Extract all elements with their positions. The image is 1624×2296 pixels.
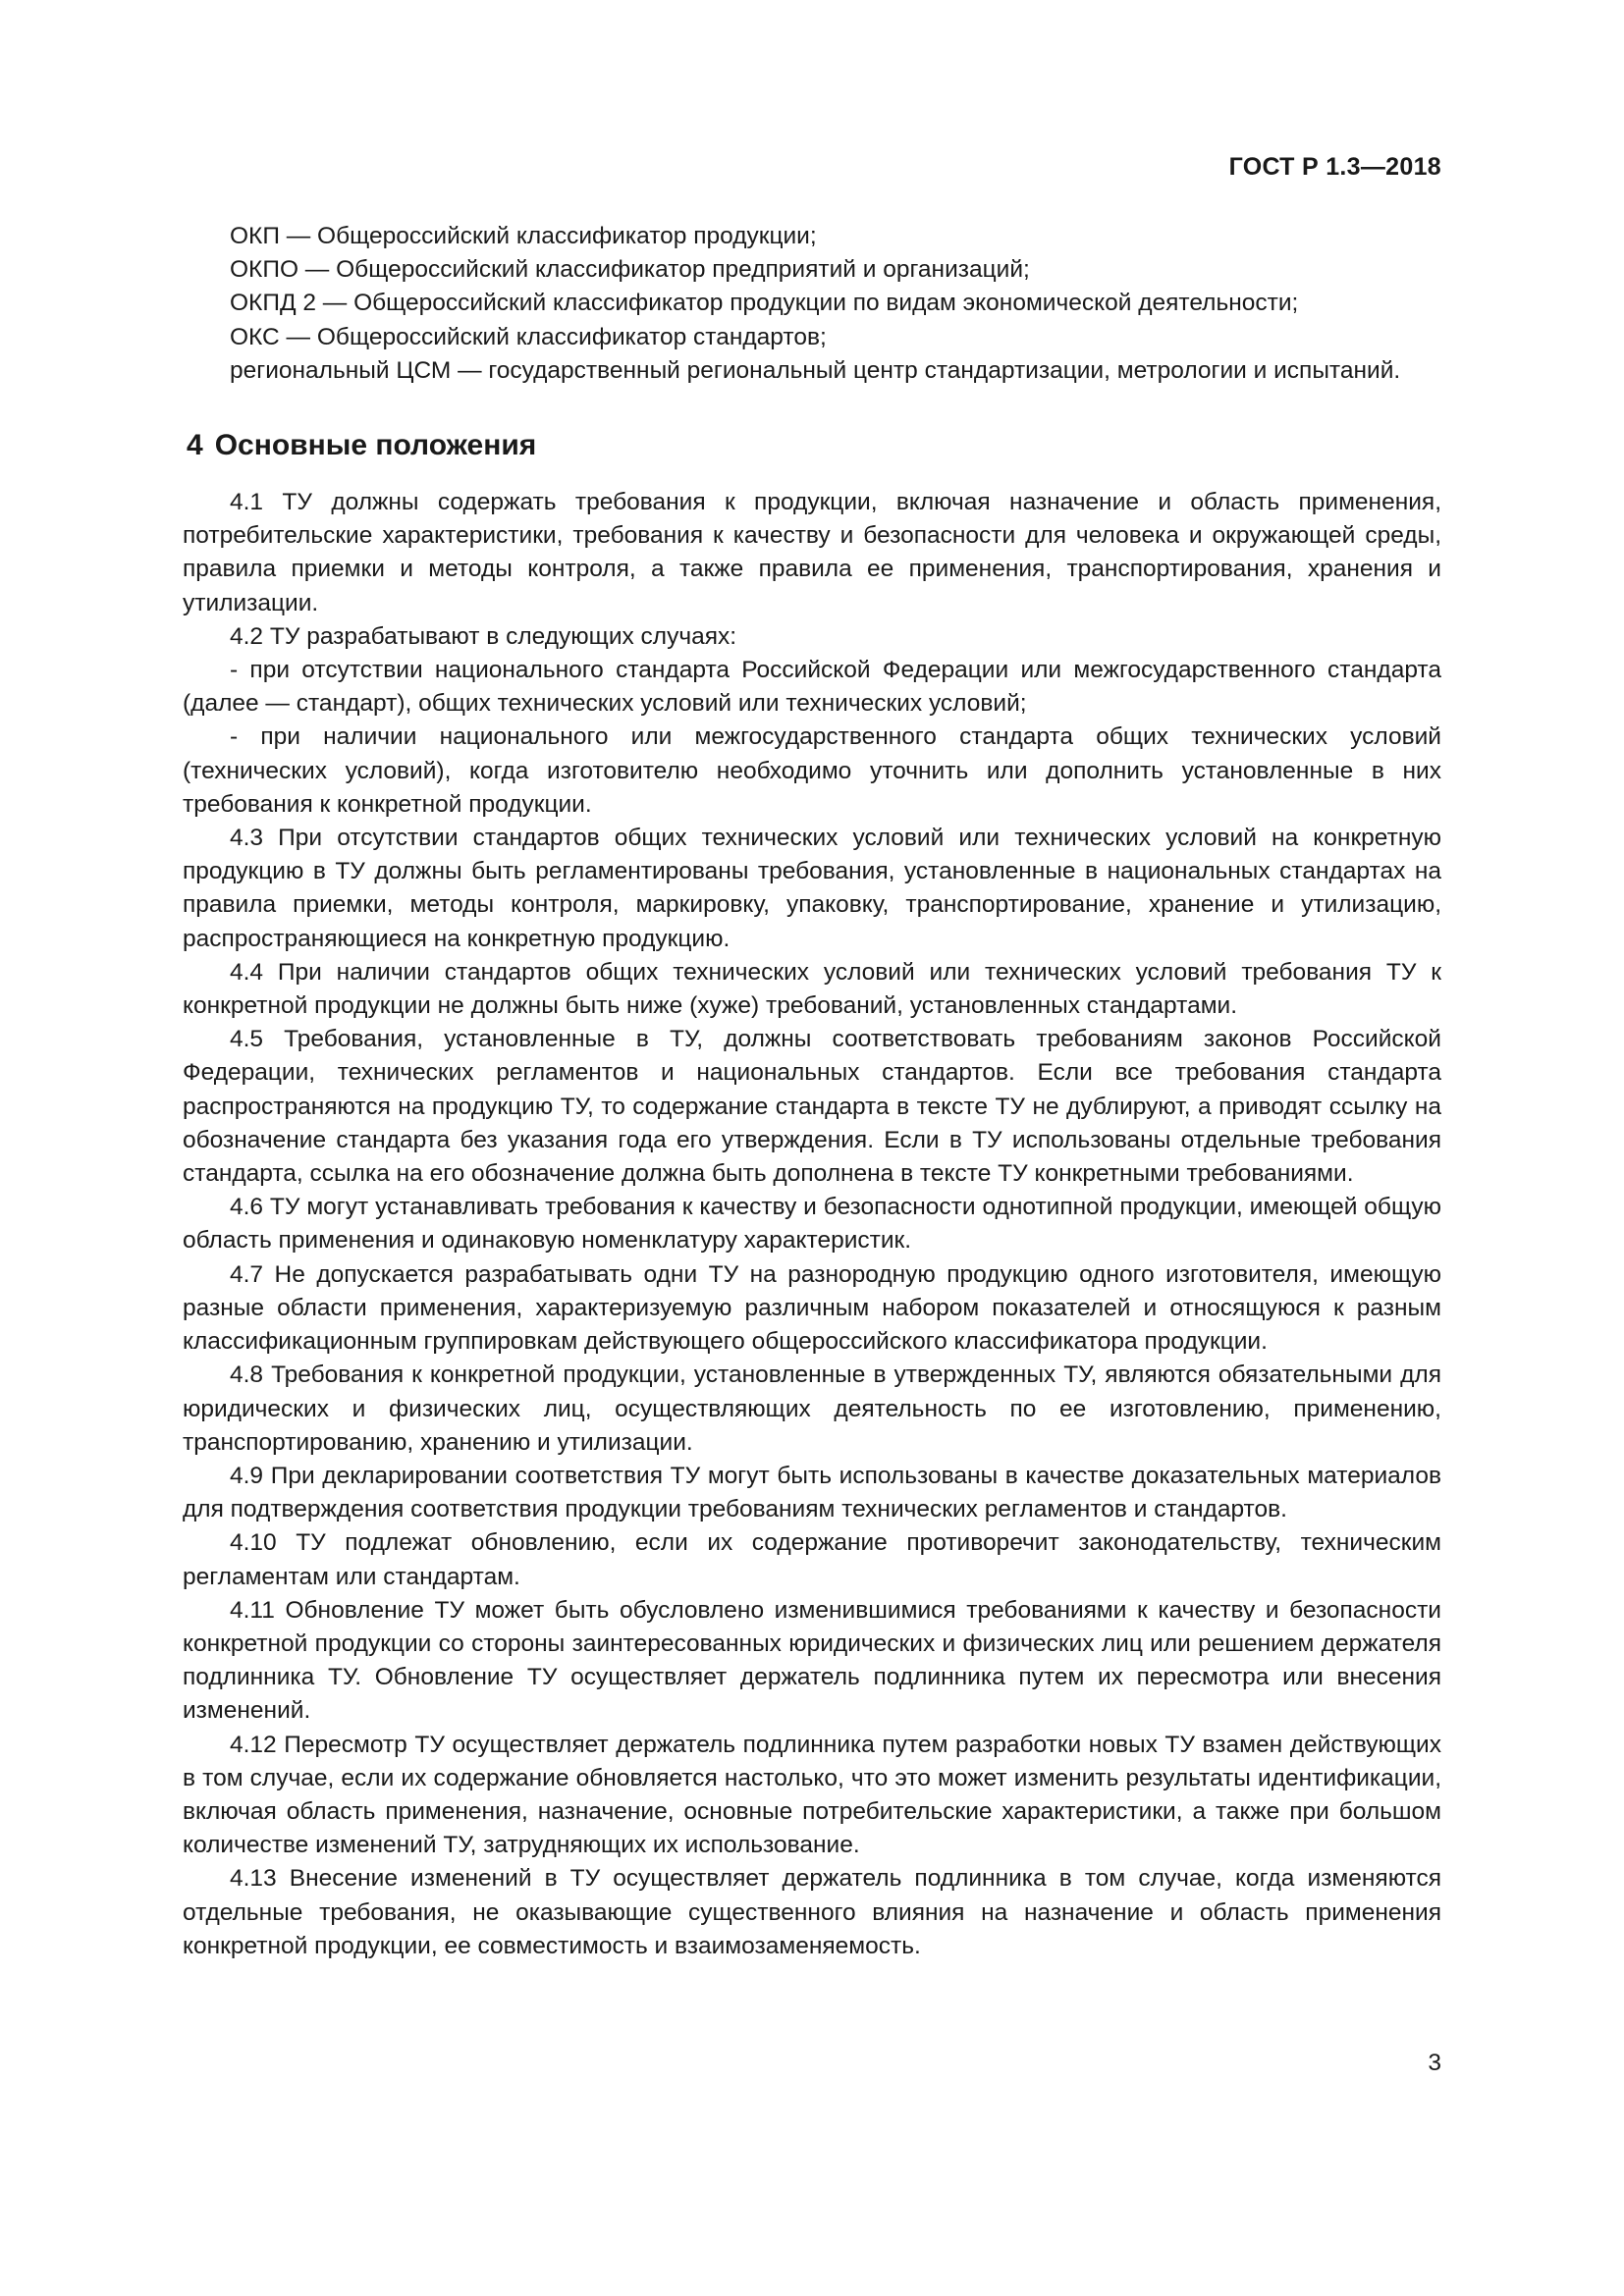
section-number: 4 — [187, 429, 203, 462]
abbreviation-item: ОКС — Общероссийский классификатор стандартов; — [230, 323, 827, 350]
paragraph-4-10: 4.10 ТУ подлежат обновлению, если их содержание противоречит законодательству, техническим регламентам или стандартам. — [183, 1529, 1441, 1590]
paragraph-4-13: 4.13 Внесение изменений в ТУ осуществляет держатель подлинника в том случае, когда изменяются отдельные требования, не оказывающие существенного влияния на назначение и область применения конкретной продукции, ее совместимость и взаимозаменяемость. — [183, 1865, 1441, 1959]
abbreviation-item: ОКПД 2 — Общероссийский классификатор продукции по видам экономической деятельности; — [230, 290, 1299, 317]
document-code-header: ГОСТ Р 1.3—2018 — [1228, 153, 1441, 181]
list-item-no-standard: - при отсутствии национального стандарта Российской Федерации или межгосударственного стандарта (далее — стандарт), общих технических условий или технических условий; — [183, 657, 1441, 718]
abbreviation-item: ОКПО — Общероссийский классификатор предприятий и организаций; — [230, 256, 1030, 284]
paragraph-4-4: 4.4 При наличии стандартов общих технических условий или технических условий требования ТУ к конкретной продукции не должны быть ниже (хуже) требований, установленных стандартами. — [183, 958, 1441, 1020]
page-number: 3 — [1428, 2050, 1441, 2076]
paragraph-4-7: 4.7 Не допускается разрабатывать одни ТУ на разнородную продукцию одного изготовителя, имеющую разные области применения, характеризуемую различным набором показателей и относящуюся к разным классификационным группировкам действующего общероссийского классификатора продукции. — [183, 1260, 1441, 1356]
list-item-with-standard: - при наличии национального или межгосударственного стандарта общих технических условий (технических условий), когда изготовителю необходимо уточнить или дополнить установленные в них требования к конкретной продукции. — [183, 723, 1441, 818]
paragraph-4-6: 4.6 ТУ могут устанавливать требования к качеству и безопасности однотипной продукции, имеющей общую область применения и одинаковую номенклатуру характеристик. — [183, 1194, 1441, 1255]
abbreviation-item: региональный ЦСМ — государственный региональный центр стандартизации, метрологии и испытаний. — [230, 356, 1401, 384]
paragraph-4-2: 4.2 ТУ разрабатывают в следующих случаях: — [230, 622, 737, 650]
document-body — [183, 220, 1441, 1963]
abbreviation-item: ОКП — Общероссийский классификатор продукции; — [230, 223, 817, 249]
section-title: Основные положения — [214, 429, 537, 462]
abbreviation-list — [183, 220, 1441, 388]
section-paragraphs — [183, 486, 1441, 1963]
section-heading — [183, 426, 1441, 465]
paragraph-4-3: 4.3 При отсутствии стандартов общих технических условий или технических условий на конкретную продукцию в ТУ должны быть регламентированы требования, установленные в национальных стандартах на правила приемки, методы контроля, маркировку, упаковку, транспортирование, хранение и утилизацию, распространяющиеся на конкретную продукцию. — [183, 825, 1441, 952]
paragraph-4-9: 4.9 При декларировании соответствия ТУ могут быть использованы в качестве доказательных материалов для подтверждения соответствия продукции требованиям технических регламентов и стандартов. — [183, 1462, 1441, 1523]
paragraph-4-5: 4.5 Требования, установленные в ТУ, должны соответствовать требованиям законов Российской Федерации, технических регламентов и национальных стандартов. Если все требования стандарта распространяются на продукцию ТУ, то содержание стандарта в тексте ТУ не дублируют, а приводят ссылку на обозначение стандарта без указания года его утверждения. Если в ТУ использованы отдельные требования стандарта, ссылка на его обозначение должна быть дополнена в тексте ТУ конкретными требованиями. — [183, 1026, 1441, 1188]
paragraph-4-1: 4.1 ТУ должны содержать требования к продукции, включая назначение и область применения, потребительские характеристики, требования к качеству и безопасности для человека и окружающей среды, правила приемки и методы контроля, а также правила ее применения, транспортирования, хранения и утилизации. — [183, 489, 1441, 616]
paragraph-4-12: 4.12 Пересмотр ТУ осуществляет держатель подлинника путем разработки новых ТУ взамен действующих в том случае, если их содержание обновляется настолько, что это может изменить результаты идентификации, включая область применения, назначение, основные потребительские характеристики, а также при большом количестве изменений ТУ, затрудняющих их использование. — [183, 1731, 1441, 1859]
paragraph-4-8: 4.8 Требования к конкретной продукции, установленные в утвержденных ТУ, являются обязательными для юридических и физических лиц, осуществляющих деятельность по ее изготовлению, применению, транспортированию, хранению и утилизации. — [183, 1362, 1441, 1456]
paragraph-4-11: 4.11 Обновление ТУ может быть обусловлено изменившимися требованиями к качеству и безопасности конкретной продукции со стороны заинтересованных юридических и физических лиц или решением держателя подлинника ТУ. Обновление ТУ осуществляет держатель подлинника путем их пересмотра или внесения изменений. — [183, 1596, 1441, 1725]
